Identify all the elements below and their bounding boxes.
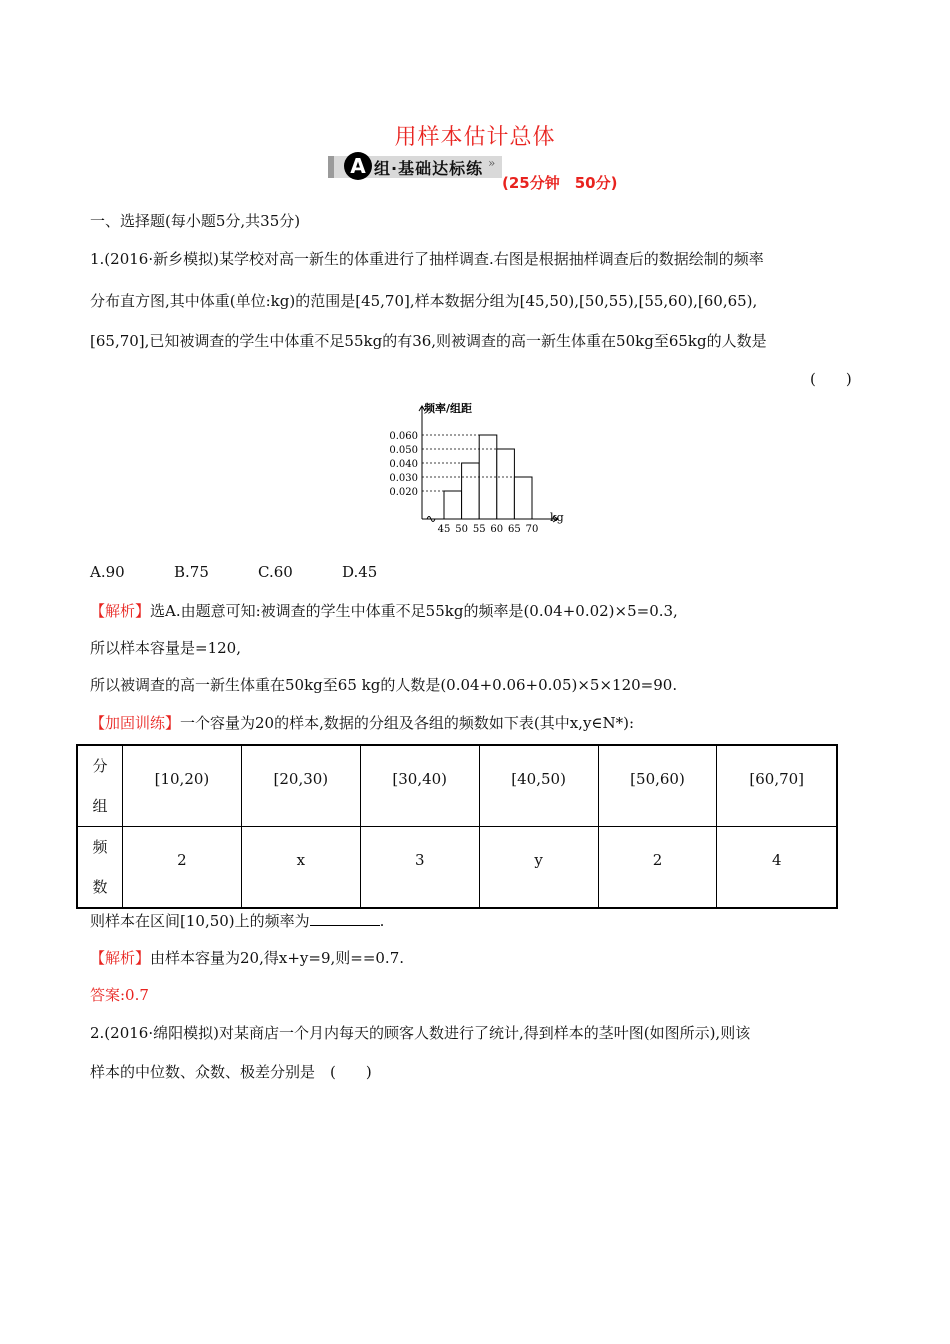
extra-text: 一个容量为20的样本,数据的分组及各组的频数如下表(其中x,y∈N*): [180, 714, 635, 732]
q1-line2: 分布直方图,其中体重(单位:kg)的范围是[45,70],样本数据分组为[45,50),[50,55),[55,60),[60,65), [90, 292, 758, 310]
x-tick-label: 65 [508, 524, 521, 535]
x-axis-label: kg [550, 511, 564, 524]
table-cell: 3 [360, 827, 479, 909]
q1-analysis-line1 [90, 600, 678, 621]
extra-intro [90, 712, 634, 733]
table-cell: [30,40) [360, 745, 479, 827]
badge-time: (25分钟 50分) [502, 174, 618, 192]
analysis-text: 由样本容量为20,得x+y=9,则==0.7. [150, 949, 405, 967]
x-tick-label: 55 [472, 524, 486, 535]
badge-arrow-icon: » [488, 156, 496, 170]
badge-label: 组·基础达标练 [374, 159, 484, 178]
q1-option-d: D.45 [342, 563, 378, 581]
histogram-bar [462, 463, 480, 519]
q2-line1: 2.(2016·绵阳模拟)对某商店一个月内每天的顾客人数进行了统计,得到样本的茎叶图(如图所示),则该 [90, 1024, 751, 1042]
y-tick-label: 0.020 [389, 487, 418, 498]
x-tick-label: 60 [490, 524, 504, 535]
table-cell: y [479, 827, 598, 909]
page-title: 用样本估计总体 [394, 125, 556, 150]
histogram-bar [444, 491, 462, 519]
extra-tag: 【加固训练】 [90, 714, 181, 732]
histogram-bar [497, 449, 515, 519]
extra-answer: 答案:0.7 [90, 986, 149, 1004]
extra-analysis [90, 947, 404, 968]
answer-blank [310, 911, 380, 926]
analysis-tag: 【解析】 [90, 602, 151, 620]
q1-line1: 1.(2016·新乡模拟)某学校对高一新生的体重进行了抽样调查.右图是根据抽样调查后的数据绘制的频率 [90, 250, 764, 268]
y-axis-label: 频率/组距 [424, 402, 473, 415]
table-cell: 2 [123, 827, 242, 909]
y-tick-label: 0.030 [389, 473, 418, 484]
x-tick-label: 50 [455, 524, 468, 535]
x-tick-label: 45 [437, 524, 451, 535]
q1-analysis-line3: 所以被调查的高一新生体重在50kg至65 kg的人数是(0.04+0.06+0.05)×5×120=90. [90, 676, 678, 694]
q1-option-a: A.90 [90, 563, 125, 581]
table-cell: [10,20) [123, 745, 242, 827]
analysis-text: 选A.由题意可知:被调查的学生中体重不足55kg的频率是(0.04+0.02)×5=0.3, [150, 602, 678, 620]
row-head-count: 频 数 [77, 827, 123, 909]
badge-letter: A [344, 152, 372, 180]
group-badge [328, 150, 628, 192]
section-heading: 一、选择题(每小题5分,共35分) [90, 212, 301, 230]
q1-line3: [65,70],已知被调查的学生中体重不足55kg的有36,则被调查的高一新生体重在50kg至65kg的人数是 [90, 332, 767, 350]
table-cell: 2 [598, 827, 717, 909]
table-cell: [40,50) [479, 745, 598, 827]
y-tick-label: 0.050 [389, 445, 418, 456]
row-head-group: 分 组 [77, 745, 123, 827]
frequency-table [76, 744, 838, 909]
histogram-bar [514, 477, 532, 519]
q1-option-c: C.60 [258, 563, 293, 581]
extra-question: 则样本在区间[10,50)上的频率为 . [90, 912, 385, 930]
q1-option-b: B.75 [174, 563, 209, 581]
y-tick-label: 0.060 [389, 431, 418, 442]
table-cell: [60,70] [717, 745, 837, 827]
table-row [77, 745, 837, 827]
histogram-chart [380, 396, 580, 536]
table-cell: x [241, 827, 360, 909]
table-cell: 4 [717, 827, 837, 909]
analysis-tag: 【解析】 [90, 949, 151, 967]
y-tick-label: 0.040 [389, 459, 418, 470]
table-row [77, 827, 837, 909]
table-cell: [50,60) [598, 745, 717, 827]
q1-answer-paren: ( ) [810, 370, 852, 388]
q2-line2: 样本的中位数、众数、极差分别是 ( ) [90, 1063, 372, 1081]
x-tick-label: 70 [525, 524, 539, 535]
q1-analysis-line2: 所以样本容量是=120, [90, 639, 241, 657]
table-cell: [20,30) [241, 745, 360, 827]
